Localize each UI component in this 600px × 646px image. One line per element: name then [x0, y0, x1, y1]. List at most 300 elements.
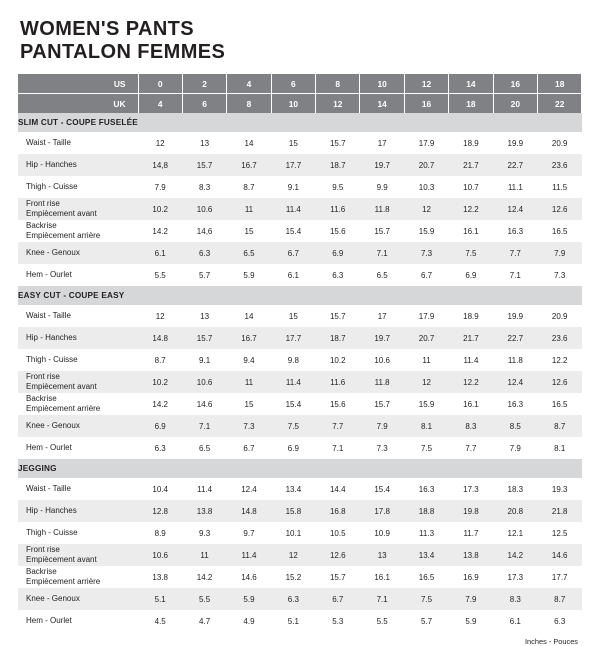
measurement-cell: 14.2 — [182, 566, 226, 588]
measurement-cell: 15.7 — [182, 327, 226, 349]
measurement-label-main: Thigh - Cuisse — [26, 528, 78, 538]
measurement-cell: 6.1 — [271, 264, 315, 286]
measurement-cell: 20.7 — [404, 327, 448, 349]
measurement-cell: 16.1 — [449, 220, 493, 242]
measurement-cell: 10.2 — [316, 349, 360, 371]
measurement-label-main: Waist - Taille — [26, 138, 71, 148]
measurement-cell: 19.7 — [360, 154, 404, 176]
measurement-cell: 6.3 — [316, 264, 360, 286]
measurement-cell: 12 — [271, 544, 315, 566]
measurement-cell: 7.1 — [493, 264, 537, 286]
measurement-cell: 11 — [227, 371, 271, 393]
measurement-cell: 9.1 — [182, 349, 226, 371]
section-title: SLIM CUT - COUPE FUSELÉE — [18, 113, 582, 132]
measurement-cell: 18.9 — [449, 132, 493, 154]
measurement-cell: 5.3 — [316, 610, 360, 632]
header-size-cell: 14 — [449, 74, 493, 94]
measurement-cell: 14.6 — [538, 544, 582, 566]
measurement-label-main: Thigh - Cuisse — [26, 182, 78, 192]
measurement-cell: 14.8 — [227, 500, 271, 522]
measurement-label-sub: Empiècement avant — [26, 555, 97, 565]
measurement-cell: 7.7 — [316, 415, 360, 437]
measurement-cell: 8.1 — [538, 437, 582, 459]
measurement-cell: 12.2 — [449, 198, 493, 220]
table-row — [18, 198, 582, 220]
measurement-cell: 16.8 — [316, 500, 360, 522]
measurement-cell: 7.1 — [182, 415, 226, 437]
measurement-cell: 10.4 — [138, 478, 182, 500]
measurement-cell: 19.9 — [493, 132, 537, 154]
table-row — [18, 500, 582, 522]
measurement-cell: 17.9 — [404, 132, 448, 154]
measurement-cell: 15.7 — [316, 305, 360, 327]
measurement-cell: 13 — [360, 544, 404, 566]
measurement-cell: 6.9 — [138, 415, 182, 437]
measurement-cell: 15.7 — [316, 132, 360, 154]
measurement-cell: 11.1 — [493, 176, 537, 198]
header-label-us: US — [18, 74, 138, 94]
measurement-cell: 11.5 — [538, 176, 582, 198]
measurement-cell: 15.7 — [182, 154, 226, 176]
measurement-cell: 7.1 — [316, 437, 360, 459]
measurement-label — [18, 176, 138, 198]
measurement-cell: 10.6 — [182, 371, 226, 393]
measurement-cell: 15.4 — [271, 393, 315, 415]
measurement-cell: 17.9 — [404, 305, 448, 327]
measurement-cell: 14.6 — [227, 566, 271, 588]
title-line-french: PANTALON FEMMES — [20, 41, 226, 64]
header-size-cell: 16 — [493, 74, 537, 94]
measurement-label — [18, 610, 138, 632]
measurement-cell: 15.8 — [271, 500, 315, 522]
measurement-cell: 20.9 — [538, 305, 582, 327]
table-header-row — [18, 94, 582, 114]
table-header-row — [18, 74, 582, 94]
table-row — [18, 371, 582, 393]
measurement-cell: 5.7 — [404, 610, 448, 632]
header-size-cell: 2 — [182, 74, 226, 94]
measurement-cell: 11 — [404, 349, 448, 371]
measurement-cell: 21.8 — [538, 500, 582, 522]
measurement-cell: 14.2 — [138, 393, 182, 415]
measurement-label-main: Knee - Genoux — [26, 594, 80, 604]
measurement-cell: 6.3 — [271, 588, 315, 610]
measurement-cell: 7.9 — [493, 437, 537, 459]
measurement-label-main: Knee - Genoux — [26, 248, 80, 258]
measurement-label-main: Front rise — [26, 545, 60, 555]
measurement-cell: 12.6 — [538, 371, 582, 393]
header-size-cell: 4 — [138, 94, 182, 114]
measurement-cell: 8.7 — [138, 349, 182, 371]
measurement-cell: 5.5 — [360, 610, 404, 632]
measurement-cell: 9.7 — [227, 522, 271, 544]
measurement-cell: 14.4 — [316, 478, 360, 500]
measurement-cell: 13.8 — [138, 566, 182, 588]
table-row — [18, 349, 582, 371]
measurement-cell: 10.2 — [138, 371, 182, 393]
measurement-cell: 15 — [271, 132, 315, 154]
measurement-cell: 9.5 — [316, 176, 360, 198]
table-row — [18, 305, 582, 327]
measurement-cell: 12.4 — [493, 198, 537, 220]
measurement-cell: 7.3 — [538, 264, 582, 286]
measurement-label-sub: Empiècement arrière — [26, 577, 101, 587]
header-size-cell: 10 — [360, 74, 404, 94]
measurement-cell: 8.7 — [227, 176, 271, 198]
measurement-cell: 7.9 — [138, 176, 182, 198]
measurement-cell: 11 — [182, 544, 226, 566]
measurement-cell: 12 — [138, 132, 182, 154]
measurement-cell: 6.5 — [227, 242, 271, 264]
measurement-cell: 14.6 — [182, 393, 226, 415]
measurement-cell: 13.4 — [404, 544, 448, 566]
table-row — [18, 327, 582, 349]
measurement-cell: 20.9 — [538, 132, 582, 154]
measurement-label — [18, 478, 138, 500]
measurement-label — [18, 327, 138, 349]
measurement-cell: 15 — [227, 220, 271, 242]
measurement-label — [18, 242, 138, 264]
measurement-cell: 16.1 — [449, 393, 493, 415]
header-size-cell: 6 — [182, 94, 226, 114]
measurement-label-main: Hip - Hanches — [26, 333, 77, 343]
section-header-row — [18, 286, 582, 305]
measurement-label-main: Thigh - Cuisse — [26, 355, 78, 365]
header-size-cell: 22 — [538, 94, 582, 114]
measurement-cell: 8.9 — [138, 522, 182, 544]
header-size-cell: 18 — [449, 94, 493, 114]
measurement-cell: 13.8 — [449, 544, 493, 566]
measurement-cell: 7.9 — [360, 415, 404, 437]
measurement-cell: 10.7 — [449, 176, 493, 198]
measurement-cell: 5.9 — [227, 264, 271, 286]
header-size-cell: 8 — [227, 94, 271, 114]
measurement-label-main: Hem - Ourlet — [26, 616, 72, 626]
measurement-cell: 15.2 — [271, 566, 315, 588]
measurement-cell: 6.9 — [449, 264, 493, 286]
measurement-label-main: Waist - Taille — [26, 311, 71, 321]
measurement-label-main: Backrise — [26, 221, 57, 231]
section-title: JEGGING — [18, 459, 582, 478]
measurement-cell: 18.8 — [404, 500, 448, 522]
measurement-cell: 7.1 — [360, 588, 404, 610]
measurement-cell: 21.7 — [449, 327, 493, 349]
measurement-cell: 11.4 — [271, 371, 315, 393]
measurement-cell: 16.5 — [538, 220, 582, 242]
measurement-cell: 11.4 — [182, 478, 226, 500]
measurement-label — [18, 220, 138, 242]
measurement-cell: 12.2 — [449, 371, 493, 393]
measurement-cell: 6.1 — [138, 242, 182, 264]
measurement-cell: 6.7 — [404, 264, 448, 286]
measurement-cell: 16.1 — [360, 566, 404, 588]
title-line-english: WOMEN'S PANTS — [20, 18, 195, 40]
measurement-cell: 11.8 — [493, 349, 537, 371]
measurement-cell: 19.3 — [538, 478, 582, 500]
measurement-label — [18, 522, 138, 544]
header-label-uk: UK — [18, 94, 138, 114]
measurement-cell: 4.9 — [227, 610, 271, 632]
measurement-label — [18, 437, 138, 459]
header-size-cell: 12 — [316, 94, 360, 114]
measurement-cell: 7.7 — [493, 242, 537, 264]
measurement-label-main: Front rise — [26, 372, 60, 382]
measurement-cell: 12 — [404, 371, 448, 393]
table-row — [18, 588, 582, 610]
table-row — [18, 220, 582, 242]
measurement-cell: 15.6 — [316, 220, 360, 242]
measurement-label-main: Hip - Hanches — [26, 160, 77, 170]
measurement-label-main: Hem - Ourlet — [26, 443, 72, 453]
measurement-cell: 15.9 — [404, 220, 448, 242]
measurement-cell: 11.6 — [316, 198, 360, 220]
measurement-label — [18, 371, 138, 393]
measurement-label-main: Waist - Taille — [26, 484, 71, 494]
measurement-cell: 7.5 — [404, 437, 448, 459]
measurement-cell: 11.8 — [360, 198, 404, 220]
measurement-label — [18, 588, 138, 610]
measurement-label-main: Backrise — [26, 394, 57, 404]
measurement-cell: 11.4 — [449, 349, 493, 371]
measurement-cell: 14,8 — [138, 154, 182, 176]
measurement-cell: 15.7 — [316, 566, 360, 588]
measurement-cell: 15.7 — [360, 393, 404, 415]
measurement-cell: 17.7 — [271, 154, 315, 176]
measurement-cell: 11.4 — [271, 198, 315, 220]
measurement-cell: 5.1 — [271, 610, 315, 632]
measurement-cell: 11.6 — [316, 371, 360, 393]
measurement-cell: 12.6 — [316, 544, 360, 566]
measurement-cell: 13.8 — [182, 500, 226, 522]
table-row — [18, 264, 582, 286]
measurement-cell: 15.4 — [360, 478, 404, 500]
measurement-cell: 23.6 — [538, 154, 582, 176]
measurement-label-main: Hem - Ourlet — [26, 270, 72, 280]
measurement-label — [18, 132, 138, 154]
table-row — [18, 478, 582, 500]
measurement-cell: 10.2 — [138, 198, 182, 220]
measurement-label — [18, 198, 138, 220]
measurement-cell: 9.1 — [271, 176, 315, 198]
measurement-label — [18, 566, 138, 588]
measurement-cell: 18.9 — [449, 305, 493, 327]
measurement-cell: 17.7 — [271, 327, 315, 349]
measurement-cell: 17 — [360, 132, 404, 154]
measurement-cell: 11.7 — [449, 522, 493, 544]
measurement-cell: 16.7 — [227, 327, 271, 349]
header-size-cell: 6 — [271, 74, 315, 94]
measurement-cell: 21.7 — [449, 154, 493, 176]
measurement-cell: 6.7 — [271, 242, 315, 264]
measurement-cell: 10.1 — [271, 522, 315, 544]
measurement-cell: 7.3 — [360, 437, 404, 459]
measurement-cell: 8.1 — [404, 415, 448, 437]
measurement-cell: 8.7 — [538, 588, 582, 610]
measurement-label — [18, 349, 138, 371]
measurement-cell: 22.7 — [493, 154, 537, 176]
measurement-cell: 7.5 — [404, 588, 448, 610]
measurement-cell: 6.7 — [227, 437, 271, 459]
measurement-cell: 6.3 — [138, 437, 182, 459]
measurement-cell: 10.6 — [360, 349, 404, 371]
measurement-cell: 5.5 — [138, 264, 182, 286]
measurement-cell: 19.9 — [493, 305, 537, 327]
measurement-cell: 9.9 — [360, 176, 404, 198]
measurement-cell: 5.9 — [449, 610, 493, 632]
table-row — [18, 154, 582, 176]
measurement-cell: 16.3 — [493, 220, 537, 242]
section-header-row — [18, 113, 582, 132]
measurement-cell: 22.7 — [493, 327, 537, 349]
measurement-cell: 13 — [182, 305, 226, 327]
measurement-cell: 5.9 — [227, 588, 271, 610]
measurement-cell: 18.7 — [316, 154, 360, 176]
measurement-cell: 6.3 — [538, 610, 582, 632]
table-row — [18, 522, 582, 544]
measurement-label-main: Front rise — [26, 199, 60, 209]
measurement-label — [18, 544, 138, 566]
measurement-cell: 17.7 — [538, 566, 582, 588]
header-size-cell: 20 — [493, 94, 537, 114]
measurement-cell: 6.7 — [316, 588, 360, 610]
measurement-cell: 12.4 — [227, 478, 271, 500]
measurement-cell: 18.3 — [493, 478, 537, 500]
measurement-cell: 15.4 — [271, 220, 315, 242]
measurement-cell: 19.7 — [360, 327, 404, 349]
measurement-cell: 14,6 — [182, 220, 226, 242]
measurement-cell: 17.3 — [449, 478, 493, 500]
measurement-cell: 16.5 — [404, 566, 448, 588]
measurement-label-sub: Empiècement arrière — [26, 404, 101, 414]
measurement-cell: 7.9 — [538, 242, 582, 264]
measurement-cell: 10.6 — [182, 198, 226, 220]
table-row — [18, 176, 582, 198]
measurement-cell: 9.4 — [227, 349, 271, 371]
measurement-cell: 10.6 — [138, 544, 182, 566]
measurement-cell: 23.6 — [538, 327, 582, 349]
measurement-cell: 7.1 — [360, 242, 404, 264]
measurement-cell: 10.3 — [404, 176, 448, 198]
table-row — [18, 544, 582, 566]
measurement-label — [18, 500, 138, 522]
measurement-cell: 16.3 — [404, 478, 448, 500]
measurement-cell: 12 — [138, 305, 182, 327]
measurement-label-main: Knee - Genoux — [26, 421, 80, 431]
header-size-cell: 4 — [227, 74, 271, 94]
measurement-cell: 15.7 — [360, 220, 404, 242]
measurement-cell: 6.3 — [182, 242, 226, 264]
measurement-cell: 4.7 — [182, 610, 226, 632]
measurement-cell: 18.7 — [316, 327, 360, 349]
measurement-cell: 20.7 — [404, 154, 448, 176]
page-title — [20, 18, 582, 64]
measurement-cell: 7.3 — [227, 415, 271, 437]
measurement-cell: 19.8 — [449, 500, 493, 522]
measurement-cell: 15 — [271, 305, 315, 327]
measurement-cell: 16.5 — [538, 393, 582, 415]
header-size-cell: 16 — [404, 94, 448, 114]
header-size-cell: 14 — [360, 94, 404, 114]
measurement-label-main: Hip - Hanches — [26, 506, 77, 516]
header-size-cell: 12 — [404, 74, 448, 94]
measurement-cell: 7.3 — [404, 242, 448, 264]
measurement-cell: 11.3 — [404, 522, 448, 544]
measurement-cell: 8.7 — [538, 415, 582, 437]
measurement-label-sub: Empiècement arrière — [26, 231, 101, 241]
measurement-label-sub: Empiècement avant — [26, 382, 97, 392]
measurement-cell: 8.3 — [493, 588, 537, 610]
measurement-cell: 7.7 — [449, 437, 493, 459]
table-row — [18, 610, 582, 632]
section-title: EASY CUT - COUPE EASY — [18, 286, 582, 305]
header-size-cell: 18 — [538, 74, 582, 94]
measurement-cell: 8.3 — [182, 176, 226, 198]
measurement-cell: 7.5 — [449, 242, 493, 264]
measurement-cell: 11.4 — [227, 544, 271, 566]
header-size-cell: 10 — [271, 94, 315, 114]
measurement-cell: 7.5 — [271, 415, 315, 437]
table-row — [18, 437, 582, 459]
table-row — [18, 566, 582, 588]
measurement-cell: 15.9 — [404, 393, 448, 415]
measurement-cell: 14.2 — [493, 544, 537, 566]
measurement-cell: 6.9 — [316, 242, 360, 264]
measurement-cell: 14.2 — [138, 220, 182, 242]
measurement-label-sub: Empiècement avant — [26, 209, 97, 219]
table-row — [18, 393, 582, 415]
measurement-cell: 9.3 — [182, 522, 226, 544]
measurement-cell: 14 — [227, 132, 271, 154]
measurement-cell: 12.6 — [538, 198, 582, 220]
measurement-label — [18, 393, 138, 415]
measurement-cell: 16.3 — [493, 393, 537, 415]
measurement-cell: 8.5 — [493, 415, 537, 437]
measurement-cell: 6.5 — [360, 264, 404, 286]
table-row — [18, 132, 582, 154]
table-row — [18, 242, 582, 264]
measurement-cell: 6.5 — [182, 437, 226, 459]
measurement-label — [18, 264, 138, 286]
measurement-cell: 5.5 — [182, 588, 226, 610]
measurement-cell: 11.8 — [360, 371, 404, 393]
measurement-cell: 16.9 — [449, 566, 493, 588]
measurement-cell: 13 — [182, 132, 226, 154]
measurement-cell: 12.2 — [538, 349, 582, 371]
measurement-cell: 12 — [404, 198, 448, 220]
measurement-cell: 12.8 — [138, 500, 182, 522]
header-size-cell: 8 — [316, 74, 360, 94]
units-note: Inches - Pouces — [525, 637, 578, 646]
size-chart-table — [18, 74, 582, 632]
measurement-cell: 8.3 — [449, 415, 493, 437]
section-header-row — [18, 459, 582, 478]
table-row — [18, 415, 582, 437]
measurement-cell: 7.9 — [449, 588, 493, 610]
measurement-cell: 17.3 — [493, 566, 537, 588]
measurement-cell: 6.1 — [493, 610, 537, 632]
measurement-cell: 12.4 — [493, 371, 537, 393]
measurement-cell: 15.6 — [316, 393, 360, 415]
measurement-cell: 10.5 — [316, 522, 360, 544]
measurement-cell: 14 — [227, 305, 271, 327]
measurement-cell: 15 — [227, 393, 271, 415]
measurement-cell: 17.8 — [360, 500, 404, 522]
measurement-cell: 12.1 — [493, 522, 537, 544]
measurement-cell: 17 — [360, 305, 404, 327]
measurement-label-main: Backrise — [26, 567, 57, 577]
measurement-label — [18, 154, 138, 176]
measurement-cell: 14.8 — [138, 327, 182, 349]
